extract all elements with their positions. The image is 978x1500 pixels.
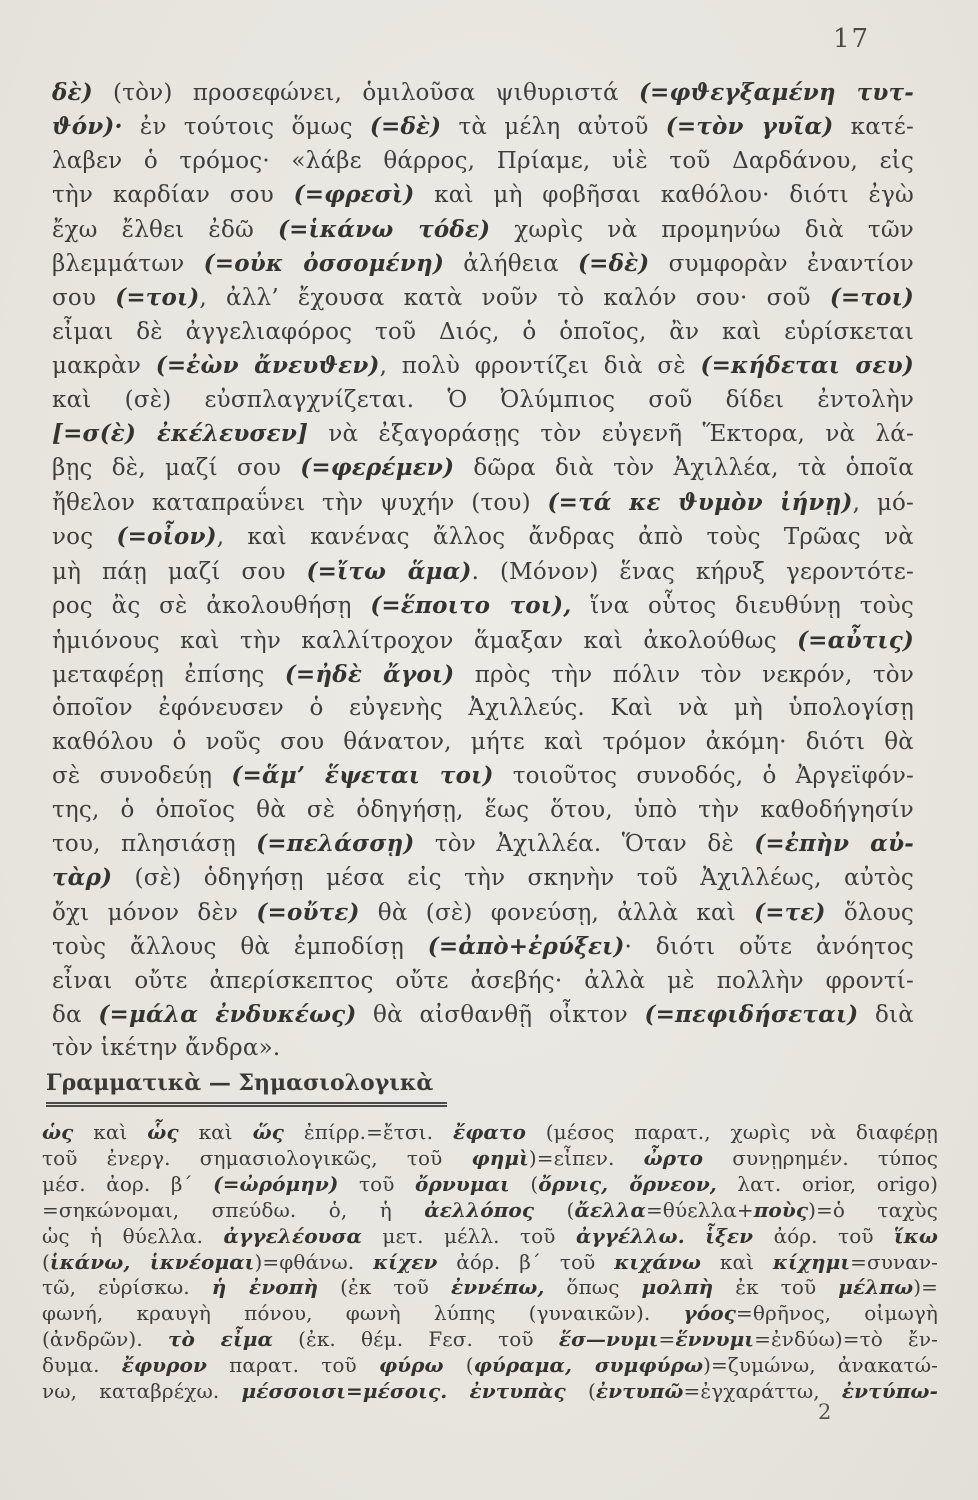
text-segment: ὡς xyxy=(42,1120,74,1144)
text-line xyxy=(52,965,914,998)
main-text-block xyxy=(52,76,914,1066)
text-line xyxy=(52,145,914,178)
text-segment: [=σ(ὲ) ἐκέλευσεν] xyxy=(52,420,309,448)
text-segment: (=τοι) xyxy=(829,284,914,312)
text-line xyxy=(52,658,914,692)
text-segment: . (Μόνον) ἕνας κήρυξ γεροντότε- xyxy=(471,558,915,585)
text-segment: φωνή, κραυγὴ πόνου, φωνὴ λύπης (γυναικῶν). xyxy=(42,1301,684,1326)
text-line xyxy=(52,451,914,485)
text-line xyxy=(42,1146,938,1172)
text-segment: τοῦ ἐνεργ. σημασιολογικῶς, τοῦ xyxy=(42,1145,472,1170)
text-line xyxy=(52,316,914,349)
text-segment: ἷξεν xyxy=(705,1223,754,1248)
text-line xyxy=(52,861,914,895)
text-segment: τοιοῦτος συνοδός, ὁ Ἀργεϊφόν- xyxy=(493,763,914,790)
text-segment: ( xyxy=(509,1171,539,1196)
text-segment: (ἐκ τοῦ xyxy=(318,1275,451,1300)
text-segment: τὴν καρδίαν σου xyxy=(52,182,294,209)
text-segment: ἐντυπῶ xyxy=(595,1379,684,1404)
text-segment: ἀόρ. β΄ τοῦ xyxy=(437,1249,615,1274)
text-segment: =ἐνδύω)=τὸ ἔν- xyxy=(754,1327,939,1352)
text-segment: καὶ xyxy=(178,1120,253,1144)
text-line xyxy=(52,759,914,793)
text-line xyxy=(42,1224,938,1250)
text-segment: ἐν τούτοις ὅμως xyxy=(122,114,370,141)
text-segment: ἄελλα xyxy=(574,1197,646,1222)
text-segment: της, ὁ ὁποῖος θὰ σὲ ὁδηγήσῃ, ἕως ὅτου, ὑπὸ τὴν καθοδήγησίν xyxy=(52,796,914,823)
text-segment: ἐκ τοῦ xyxy=(713,1275,839,1300)
text-segment: ἀόρ. τοῦ xyxy=(753,1223,895,1248)
section-header: Γραμματικὰ — Σημασιολογικὰ xyxy=(46,1070,447,1107)
text-segment: (=ἠδὲ ἄγοι) xyxy=(284,660,455,688)
text-segment: τοὺς ἄλλους θὰ ἐμποδίσῃ xyxy=(52,934,428,961)
text-segment: (=οὔτε) xyxy=(256,898,360,926)
text-segment: )=εἶπεν. xyxy=(528,1145,644,1170)
text-segment: (τὸν) προσεφώνει, ὁμιλοῦσα ψιθυριστά xyxy=(92,80,639,106)
text-segment: παρατ. τοῦ xyxy=(206,1353,379,1378)
text-segment: )= xyxy=(913,1275,939,1300)
text-segment: τὸ εἶμα xyxy=(167,1327,273,1352)
text-segment: γόος xyxy=(683,1301,736,1326)
text-segment: θὰ (σὲ) φονεύσῃ, ἀλλὰ καὶ xyxy=(359,899,755,926)
text-segment: εἶμαι δὲ ἀγγελιαφόρος τοῦ Διός, ὁ ὁποῖος, ἂν καὶ εὑρίσκεται xyxy=(52,318,914,345)
text-segment: (σὲ) ὁδηγήσῃ μέσα εἰς τὴν σκηνὴν τοῦ Ἀχιλλέως, αὐτὸς xyxy=(112,865,914,892)
text-line xyxy=(52,520,914,554)
text-segment: ὄρνις, ὄρνεον, xyxy=(538,1171,717,1196)
text-line xyxy=(42,1120,938,1146)
text-line xyxy=(52,794,914,827)
text-segment: πρὸς τὴν πόλιν τὸν νεκρόν, τὸν xyxy=(454,661,914,688)
section-header-wrap xyxy=(46,1070,447,1107)
text-segment: (=κήδεται σευ) xyxy=(700,352,914,380)
text-segment: νος xyxy=(52,524,117,551)
text-segment: ἀγγέλλω. xyxy=(575,1223,685,1248)
text-line xyxy=(42,1379,938,1405)
text-segment: ὥς xyxy=(252,1120,285,1144)
text-segment: (=ἕποιτο τοι), xyxy=(370,592,572,620)
text-segment: )=ὁ ταχὺς xyxy=(808,1197,938,1222)
text-segment: (=αὖτις) xyxy=(797,626,914,654)
text-segment: εἶναι οὔτε ἀπερίσκεπτος οὔτε ἀσεβής· ἀλλὰ μὲ πολλὴν φροντί- xyxy=(52,967,914,994)
text-segment: ἐντυπὰς xyxy=(469,1379,566,1404)
text-line xyxy=(52,726,914,759)
text-segment: δα xyxy=(52,1001,99,1028)
text-segment: ρος ἂς σὲ ἀκολουθήσῃ xyxy=(52,593,371,620)
text-segment: , καὶ κανένας ἄλλος ἄνδρας ἀπὸ τοὺς Τρῶας νὰ xyxy=(216,524,914,551)
text-segment: κίχεν xyxy=(373,1249,438,1274)
text-segment: =ἐγχαράττω, xyxy=(683,1379,842,1404)
text-segment: ἕννυμι xyxy=(675,1327,755,1352)
text-segment: φημὶ xyxy=(471,1145,529,1170)
text-line xyxy=(52,247,914,281)
text-segment: (=ἅμ’ ἕψεται τοι) xyxy=(231,762,494,790)
text-segment: =θύελλα+ xyxy=(645,1197,754,1222)
text-segment: (=δὲ) xyxy=(369,113,442,141)
text-segment: τὰρ) xyxy=(52,864,113,892)
text-segment: του, πλησιάσῃ xyxy=(52,830,257,857)
text-segment: ἐντύπω- xyxy=(841,1379,938,1404)
text-segment: (ἐκ. θέμ. Fεσ. τοῦ xyxy=(272,1327,559,1352)
text-line xyxy=(52,281,914,315)
text-line xyxy=(52,213,914,247)
text-segment: ἀλήθεια xyxy=(444,251,579,278)
text-segment: (=πεφιδήσεται) xyxy=(644,1000,859,1028)
text-segment: ἔχω ἔλθει ἐδῶ xyxy=(52,216,278,243)
text-segment: καὶ (σὲ) εὐσπλαγχνίζεται. Ὁ Ὀλύμπιος σοῦ δίδει ἐντολὴν xyxy=(52,386,914,413)
text-segment: μακρὰν xyxy=(52,353,156,380)
text-segment: (=δὲ) xyxy=(578,250,650,278)
text-segment: =θρῆνος, οἰμωγὴ xyxy=(735,1301,938,1326)
text-segment: νὰ ἐξαγοράσῃς τὸν εὐγενῆ Ἕκτορα, νὰ λά- xyxy=(308,421,914,448)
text-segment: βῃς δὲ, μαζί σου xyxy=(52,455,301,482)
text-segment: (=πελάσσῃ) xyxy=(256,829,415,857)
notes-block xyxy=(42,1120,938,1405)
text-segment: φύραμα, συμφύρω xyxy=(473,1353,704,1378)
text-segment: = xyxy=(658,1327,676,1352)
text-line xyxy=(42,1327,938,1353)
text-segment: χωρὶς νὰ προμηνύω διὰ τῶν xyxy=(490,216,914,243)
text-segment: σου xyxy=(52,285,116,312)
text-segment: ( xyxy=(42,1249,50,1274)
text-segment: τὰ μέλη αὐτοῦ xyxy=(441,114,666,141)
text-segment xyxy=(685,1224,705,1248)
text-segment: ποὺς xyxy=(753,1197,809,1222)
text-segment: μετ. μέλλ. τοῦ xyxy=(362,1223,576,1248)
signature-number: 2 xyxy=(818,1400,832,1424)
text-line xyxy=(52,624,914,658)
text-segment: μέλπω xyxy=(838,1275,914,1300)
text-segment: (=ὠρόμην) xyxy=(213,1171,339,1196)
text-segment: )=φθάνω. xyxy=(254,1249,374,1274)
text-segment: (=τὸν γυῖα) xyxy=(665,113,834,141)
text-segment: ἕσ—νυμι xyxy=(558,1327,659,1352)
text-segment: τοῦ xyxy=(338,1171,416,1196)
text-segment: ἀελλόπος xyxy=(424,1197,535,1222)
text-segment: ὧς xyxy=(147,1120,179,1144)
text-segment: ( xyxy=(443,1353,474,1378)
text-segment: νω, καταβρέχω. xyxy=(42,1379,242,1404)
text-segment: βλεμμάτων xyxy=(52,251,204,278)
text-line xyxy=(42,1275,938,1301)
text-segment: σὲ συνοδεύῃ xyxy=(52,763,232,790)
text-segment: ὁποῖον ἐφόνευσεν ὁ εὐγενὴς Ἀχιλλεύς. Καὶ νὰ μὴ ὑπολογίσῃ xyxy=(52,695,914,722)
text-segment: (=ἐὼν ἄνευϑεν) xyxy=(155,352,380,380)
text-segment: τὸν Ἀχιλλέα. Ὅταν δὲ xyxy=(414,830,755,857)
text-segment: θὰ αἰσθανθῇ οἶκτον xyxy=(356,1001,645,1028)
text-segment: ὡς ἡ θύελλα. xyxy=(42,1223,224,1248)
text-segment: καὶ xyxy=(701,1249,773,1274)
text-line xyxy=(52,110,914,144)
text-segment: (=τε) xyxy=(754,898,826,926)
text-segment: ἐπίρρ.=ἔτσι. xyxy=(284,1120,453,1144)
text-line xyxy=(52,589,914,623)
text-segment: φύρω xyxy=(378,1353,444,1378)
text-segment: (=ἀπὸ+ἐρύξει) xyxy=(427,933,625,961)
text-segment: λαβεν ὁ τρόμος· «λάβε θάρρος, Πρίαμε, υἱὲ τοῦ Δαρδάνου, εἰς xyxy=(52,147,914,174)
text-segment: , μό- xyxy=(852,489,914,516)
text-line xyxy=(52,827,914,861)
text-segment: δυμα. xyxy=(42,1353,122,1378)
text-segment: (=φϑεγξαμένη τυτ- xyxy=(638,79,914,106)
text-segment: ἵκω xyxy=(894,1223,939,1248)
text-segment: μὴ πάῃ μαζί σου xyxy=(52,558,307,585)
text-segment: καὶ xyxy=(73,1120,148,1144)
text-line xyxy=(42,1172,938,1198)
text-segment: (=φερέμεν) xyxy=(300,454,455,482)
text-segment: ἡμιόνους καὶ τὴν καλλίτροχον ἅμαξαν καὶ ἀκολούθως xyxy=(52,627,798,654)
text-segment xyxy=(447,1379,469,1403)
text-line xyxy=(42,1250,938,1276)
text-segment: ὄρνυμαι xyxy=(415,1171,510,1196)
text-segment: ἔφατο xyxy=(452,1120,526,1144)
text-segment: μέσσοισι=μέσοις. xyxy=(241,1379,448,1404)
text-line xyxy=(52,896,914,930)
text-segment: (=φρεσὶ) xyxy=(293,181,415,209)
text-segment: κιχάνω xyxy=(614,1249,701,1274)
text-segment: ὅλους xyxy=(825,899,914,926)
text-segment: καὶ μὴ φοβῆσαι καθόλου· διότι ἐγὼ xyxy=(414,182,914,209)
text-segment: , ἀλλ’ ἔχουσα κατὰ νοῦν τὸ καλόν σου· σοῦ xyxy=(199,285,830,312)
text-segment: ἱκάνω, ἱκνέομαι xyxy=(49,1249,255,1274)
text-line xyxy=(52,76,914,110)
text-line xyxy=(42,1301,938,1327)
text-segment: (=μάλα ἐνδυκέως) xyxy=(98,1000,357,1028)
text-segment: συνῃρημέν. τύπος xyxy=(703,1145,939,1170)
text-line xyxy=(52,349,914,383)
text-segment: (=οἶον) xyxy=(116,523,217,551)
text-segment: )=ζυμώνω, ἀνακατώ- xyxy=(703,1353,938,1378)
text-segment: (=ἱκάνω τόδε) xyxy=(277,215,491,243)
text-line xyxy=(52,692,914,725)
text-segment: ἔφυρον xyxy=(121,1353,207,1378)
text-line xyxy=(42,1353,938,1379)
text-segment: ( xyxy=(534,1197,575,1222)
text-line xyxy=(52,1032,914,1065)
text-line xyxy=(52,998,914,1032)
text-line xyxy=(52,555,914,589)
text-segment: ἤθελον καταπραΰνει τὴν ψυχήν (του) xyxy=(52,489,548,516)
text-segment: ( xyxy=(565,1379,596,1404)
text-segment: ἐννέπω, xyxy=(451,1275,545,1300)
text-segment: μεταφέρῃ ἐπίσης xyxy=(52,661,285,688)
text-segment: (=ἐπὴν αὐ- xyxy=(754,829,914,857)
text-segment: κίχημι xyxy=(772,1249,851,1274)
text-line xyxy=(52,178,914,212)
text-segment: (μέσος παρατ., χωρὶς νὰ διαφέρῃ xyxy=(525,1120,939,1144)
text-segment: τῶ, εὑρίσκω. xyxy=(42,1275,212,1300)
text-segment: ἀγγελέουσα xyxy=(223,1223,362,1248)
text-segment: ὦρτο xyxy=(643,1145,704,1170)
text-segment: ϑόν)· xyxy=(52,113,123,141)
text-segment: ἵνα οὗτος διευθύνῃ τοὺς xyxy=(571,593,914,620)
text-segment: δῶρα διὰ τὸν Ἀχιλλέα, τὰ ὁποῖα xyxy=(454,455,914,482)
text-segment: (=οὐκ ὀσσομένη) xyxy=(203,250,445,278)
text-segment: · διότι οὔτε ἀνόητος xyxy=(624,934,914,961)
text-segment: (ἀνδρῶν). xyxy=(42,1327,168,1352)
text-segment: (=ἴτω ἅμα) xyxy=(306,557,472,585)
text-segment: (=τοι) xyxy=(115,284,200,312)
text-line xyxy=(52,486,914,520)
text-segment: ἡ ἐνοπὴ xyxy=(211,1275,319,1300)
page-number: 17 xyxy=(833,24,871,54)
text-line xyxy=(42,1198,938,1224)
text-segment: ὅπως xyxy=(544,1275,642,1300)
text-segment: =σηκώνομαι, σπεύδω. ὁ, ἡ xyxy=(42,1197,425,1222)
text-line xyxy=(52,930,914,964)
text-segment: , πολὺ φροντίζει διὰ σὲ xyxy=(379,353,701,380)
text-segment: τὸν ἱκέτην ἄνδρα». xyxy=(52,1035,281,1062)
text-segment: καθόλου ὁ νοῦς σου θάνατον, μήτε καὶ τρόμον ἀκόμη· διότι θὰ xyxy=(52,728,914,755)
text-segment: δὲ) xyxy=(52,79,93,106)
text-segment: συμφορὰν ἐναντίον xyxy=(649,251,914,278)
text-line xyxy=(52,384,914,417)
text-line xyxy=(52,417,914,451)
text-segment: λατ. orior, origo) xyxy=(716,1171,939,1196)
text-segment: =συναν- xyxy=(850,1249,939,1274)
text-segment: διὰ xyxy=(858,1001,914,1028)
text-segment: μέσ. ἀορ. β΄ xyxy=(42,1171,214,1196)
text-segment: μολπὴ xyxy=(641,1275,714,1300)
text-segment: κατέ- xyxy=(833,114,914,141)
text-segment: ὄχι μόνον δὲν xyxy=(52,899,257,926)
text-segment: (=τά κε ϑυμὸν ἰήνῃ) xyxy=(547,488,853,516)
